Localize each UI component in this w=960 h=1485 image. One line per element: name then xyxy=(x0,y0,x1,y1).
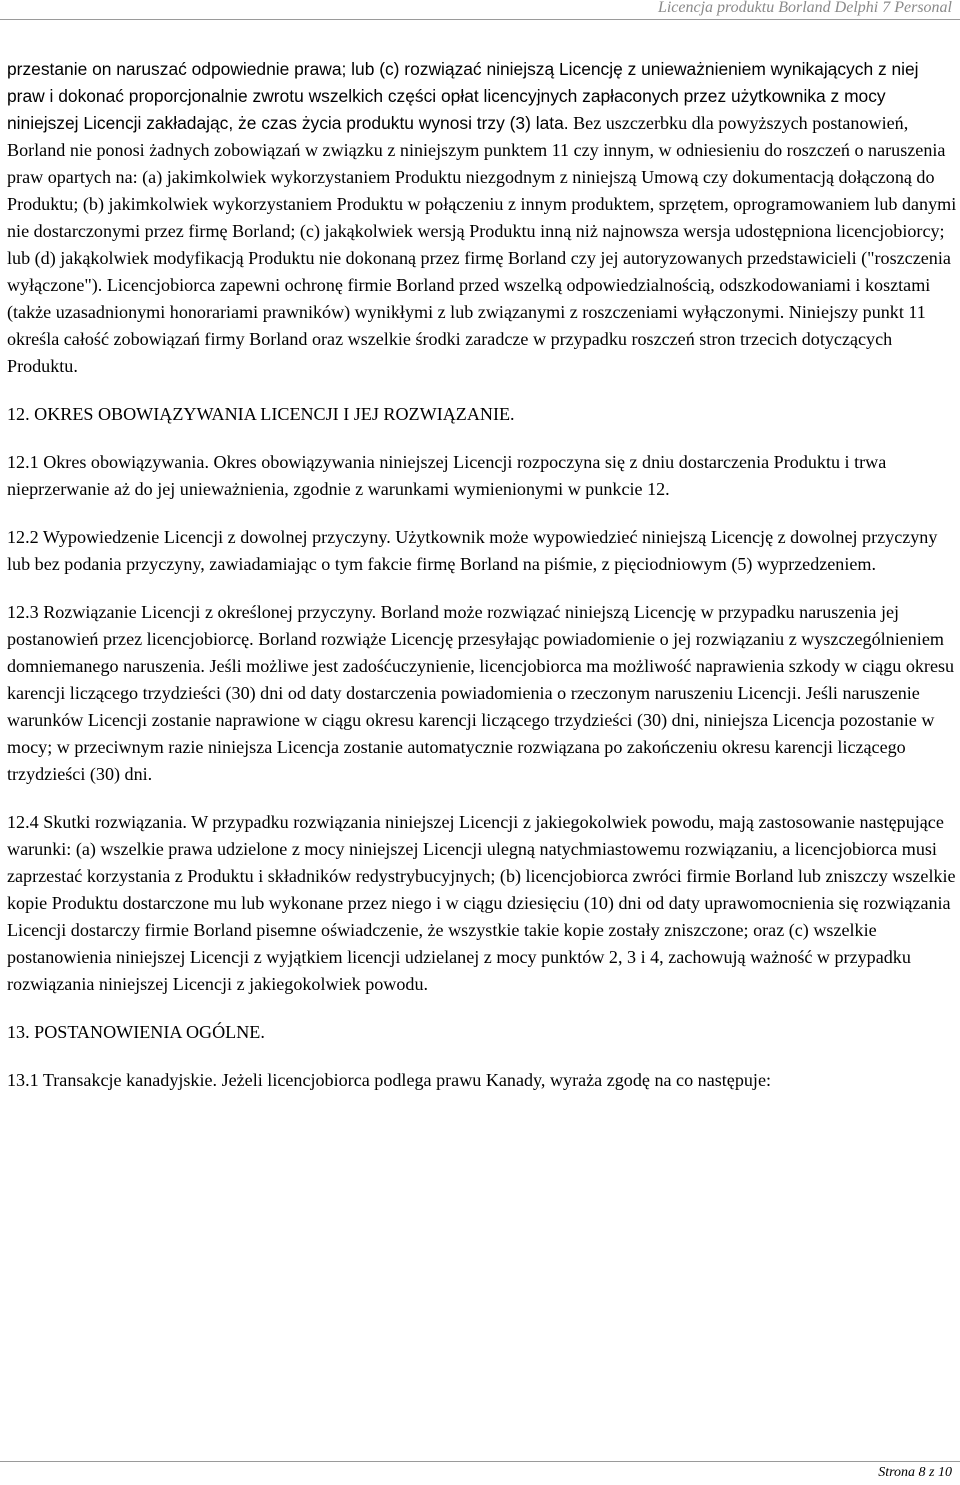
section-12-3: 12.3 Rozwiązanie Licencji z określonej przyczyny. Borland może rozwiązać niniejszą Licencję w przypadku naruszenia jej postanowień przez licencjobiorcę. Borland rozwiąże Licencję przesyłając powiadomienie o jej rozwiązaniu z wyszczególnieniem domniemanego naruszenia. Jeśli możliwe jest zadośćuczynienie, licencjobiorca ma możliwość naprawienia szkody w ciągu okresu karencji liczącego trzydzieści (30) dni od daty dostarczenia powiadomienia o rzeczonym naruszeniu Licencji. Jeśli naruszenie warunków Licencji zostanie naprawione w ciągu okresu karencji liczącego trzydzieści (30) dni, niniejsza Licencja pozostanie w mocy; w przeciwnym razie niniejsza Licencja zostanie automatycznie rozwiązana po zakończeniu okresu karencji liczącego trzydzieści (30) dni. xyxy=(7,602,955,784)
section-12-1: 12.1 Okres obowiązywania. Okres obowiązywania niniejszej Licencji rozpoczyna się z dniu dostarczenia Produktu i trwa nieprzerwanie aż do jej unieważnienia, zgodnie z warunkami wymienionymi w punkcie 12. xyxy=(7,452,887,499)
section-12-2: 12.2 Wypowiedzenie Licencji z dowolnej przyczyny. Użytkownik może wypowiedzieć niniejszą Licencję z dowolnej przyczyny lub bez podania przyczyny, zawiadamiając o tym fakcie firmę Borland na piśmie, z pięciodniowym (5) wyprzedzeniem. xyxy=(7,527,938,574)
paragraph-11-sans-text: przestanie on naruszać odpowiednie prawa; lub (c) rozwiązać niniejszą Licencję z unieważnieniem wynikających z niej praw i dokonać proporcjonalnie zwrotu wszelkich części opłat licencyjnych zapłaconych przez użytkownika z mocy niniejszej Licencji zakładając, że czas życia produktu wynosi trzy (3) lata. xyxy=(7,59,919,133)
section-12-4: 12.4 Skutki rozwiązania. W przypadku rozwiązania niniejszej Licencji z jakiegokolwiek powodu, mają zastosowanie następujące warunki: (a) wszelkie prawa udzielone z mocy niniejszej Licencji ulegną natychmiastowemu rozwiązaniu, a licencjobiorca musi zaprzestać korzystania z Produktu i składników redystrybucyjnych; (b) licencjobiorca zwróci firmie Borland lub zniszczy wszelkie kopie Produktu dostarczone mu lub wykonane przez niego i w ciągu dziesięciu (10) dni od daty uprawomocnienia się rozwiązania Licencji dostarczy firmie Borland pisemne oświadczenie, że wszystkie takie kopie zostały zniszczone; oraz (c) wszelkie postanowienia niniejszej Licencji z wyjątkiem licencji udzielanej z mocy punktów 2, 3 i 4, zachowują ważność w przypadku rozwiązania niniejszej Licencji z jakiegokolwiek powodu. xyxy=(7,812,956,994)
paragraph-11-serif-text: Bez uszczerbku dla powyższych postanowień, Borland nie ponosi żadnych zobowiązań w związku z niniejszym punktem 11 czy innym, w odniesieniu do roszczeń o naruszenia praw opartych na: (a) jakimkolwiek wykorzystaniem Produktu niezgodnym z niniejszą Umową czy dokumentacją dołączoną do Produktu; (b) jakimkolwiek wykorzystaniem Produktu w połączeniu z innym produktem, sprzętem, oprogramowaniem lub danymi nie dostarczonymi przez firmę Borland; (c) jakąkolwiek wersją Produktu inną niż najnowsza wersja udostępniona licencjobiorcy; lub (d) jakąkolwiek modyfikacją Produktu nie dokonaną przez firmę Borland czy jej autoryzowanych przedstawicieli ("roszczenia wyłączone"). Licencjobiorca zapewni ochronę firmie Borland przed wszelką odpowiedzialnością, odszkodowaniami i kosztami (także uzasadnionymi honorariami prawników) wynikłymi z lub związanymi z roszczeniami wyłączonymi. Niniejszy punkt 11 określa całość zobowiązań firmy Borland oraz wszelkie środki zaradcze w przypadku roszczeń stron trzecich dotyczących Produktu. xyxy=(7,113,957,376)
section-13-1: 13.1 Transakcje kanadyjskie. Jeżeli licencjobiorca podlega prawu Kanady, wyraża zgodę na co następuje: xyxy=(7,1070,772,1090)
page-number: Strona 8 z 10 xyxy=(878,1465,952,1480)
footer-rule xyxy=(0,1461,960,1462)
paragraph-11-continuation xyxy=(7,56,957,380)
header-rule xyxy=(0,19,960,20)
document-body xyxy=(7,56,957,1094)
running-header-title: Licencja produktu Borland Delphi 7 Personal xyxy=(657,0,952,16)
section-13-heading: 13. POSTANOWIENIA OGÓLNE. xyxy=(7,1022,265,1042)
section-12-heading: 12. OKRES OBOWIĄZYWANIA LICENCJI I JEJ ROZWIĄZANIE. xyxy=(7,404,515,424)
